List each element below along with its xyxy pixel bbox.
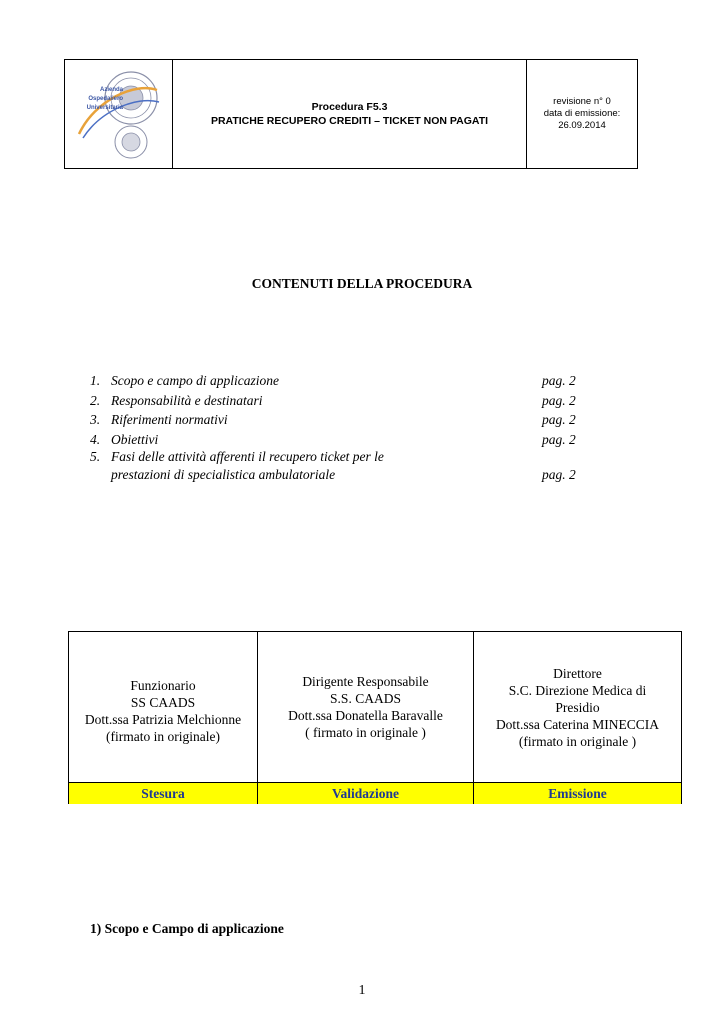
document-header <box>64 59 638 169</box>
toc-page: pag. 2 <box>542 431 576 447</box>
logo-text <box>67 86 123 113</box>
signer-unit: SS CAADS <box>130 695 196 710</box>
toc-indent <box>90 465 111 484</box>
page-number: 1 <box>358 983 366 998</box>
toc-text: Obiettivi <box>111 431 159 447</box>
toc-item <box>90 371 590 391</box>
section-heading: 1) Scopo e Campo di applicazione <box>90 921 284 936</box>
procedure-title-cell <box>173 60 527 168</box>
issue-date: 26.09.2014 <box>558 120 606 131</box>
signer-title: Dirigente Responsabile <box>302 674 429 689</box>
logo-line-1: Azienda <box>99 87 123 93</box>
signer-unit: S.C. Direzione Medica di <box>508 682 647 698</box>
role-issue: Emissione <box>548 785 607 801</box>
signer-name: Dott.ssa Caterina MINECCIA <box>495 716 660 732</box>
role-row <box>69 782 681 804</box>
revision-cell <box>527 60 637 168</box>
toc-item <box>90 449 590 465</box>
toc-text: Fasi delle attività afferenti il recupero ticket per le <box>111 449 384 464</box>
toc-item <box>90 391 590 411</box>
toc-text: prestazioni di specialistica ambulatoriale <box>111 467 336 482</box>
signature-row <box>69 632 681 782</box>
toc-item <box>90 430 590 450</box>
procedure-title: PRATICHE RECUPERO CREDITI – TICKET NON PAGATI <box>210 115 489 127</box>
role-validation: Validazione <box>258 783 474 804</box>
toc-page: pag. 2 <box>542 412 576 427</box>
approval-table <box>68 631 682 804</box>
signer-note: (firmato in originale ) <box>518 733 637 749</box>
hospital-logo-icon <box>65 60 171 168</box>
toc-number: 3. <box>90 412 101 427</box>
toc-text: Responsabilità e destinatari <box>111 392 263 408</box>
logo-line-3: Universitaria <box>86 105 123 111</box>
role-drafting: Stesura <box>69 783 258 804</box>
signer-name: Dott.ssa Patrizia Melchionne <box>84 712 242 727</box>
toc-number: 2. <box>90 392 101 408</box>
toc-page: pag. 2 <box>542 373 576 388</box>
signer-note: ( firmato in originale ) <box>305 725 426 740</box>
signature-cell-validation <box>258 632 474 782</box>
logo-line-2: Ospedaliero <box>88 96 123 102</box>
toc-item-continuation <box>90 465 590 484</box>
toc-page: pag. 2 <box>542 467 576 482</box>
logo-cell <box>65 60 173 168</box>
signer-title: Funzionario <box>130 678 196 693</box>
signer-note: (firmato in originale) <box>106 729 220 744</box>
signer-title: Direttore <box>553 665 602 681</box>
contents-title: CONTENUTI DELLA PROCEDURA <box>251 276 473 291</box>
table-of-contents <box>90 371 590 484</box>
toc-text: Scopo e campo di applicazione <box>111 373 279 388</box>
issue-date-label: data di emissione: <box>543 108 621 119</box>
toc-number: 4. <box>90 431 101 447</box>
toc-page: pag. 2 <box>542 392 576 408</box>
toc-text: Riferimenti normativi <box>111 412 228 427</box>
signer-unit: S.S. CAADS <box>330 691 401 706</box>
signature-cell-drafting <box>69 632 258 782</box>
revision-number: revisione n° 0 <box>553 96 611 107</box>
toc-number: 5. <box>90 449 101 464</box>
toc-number: 1. <box>90 373 101 388</box>
procedure-code: Procedura F5.3 <box>311 101 388 113</box>
signer-unit-cont: Presidio <box>555 699 600 715</box>
toc-item <box>90 410 590 430</box>
signature-cell-issue <box>474 632 681 782</box>
signer-name: Dott.ssa Donatella Baravalle <box>288 708 443 723</box>
